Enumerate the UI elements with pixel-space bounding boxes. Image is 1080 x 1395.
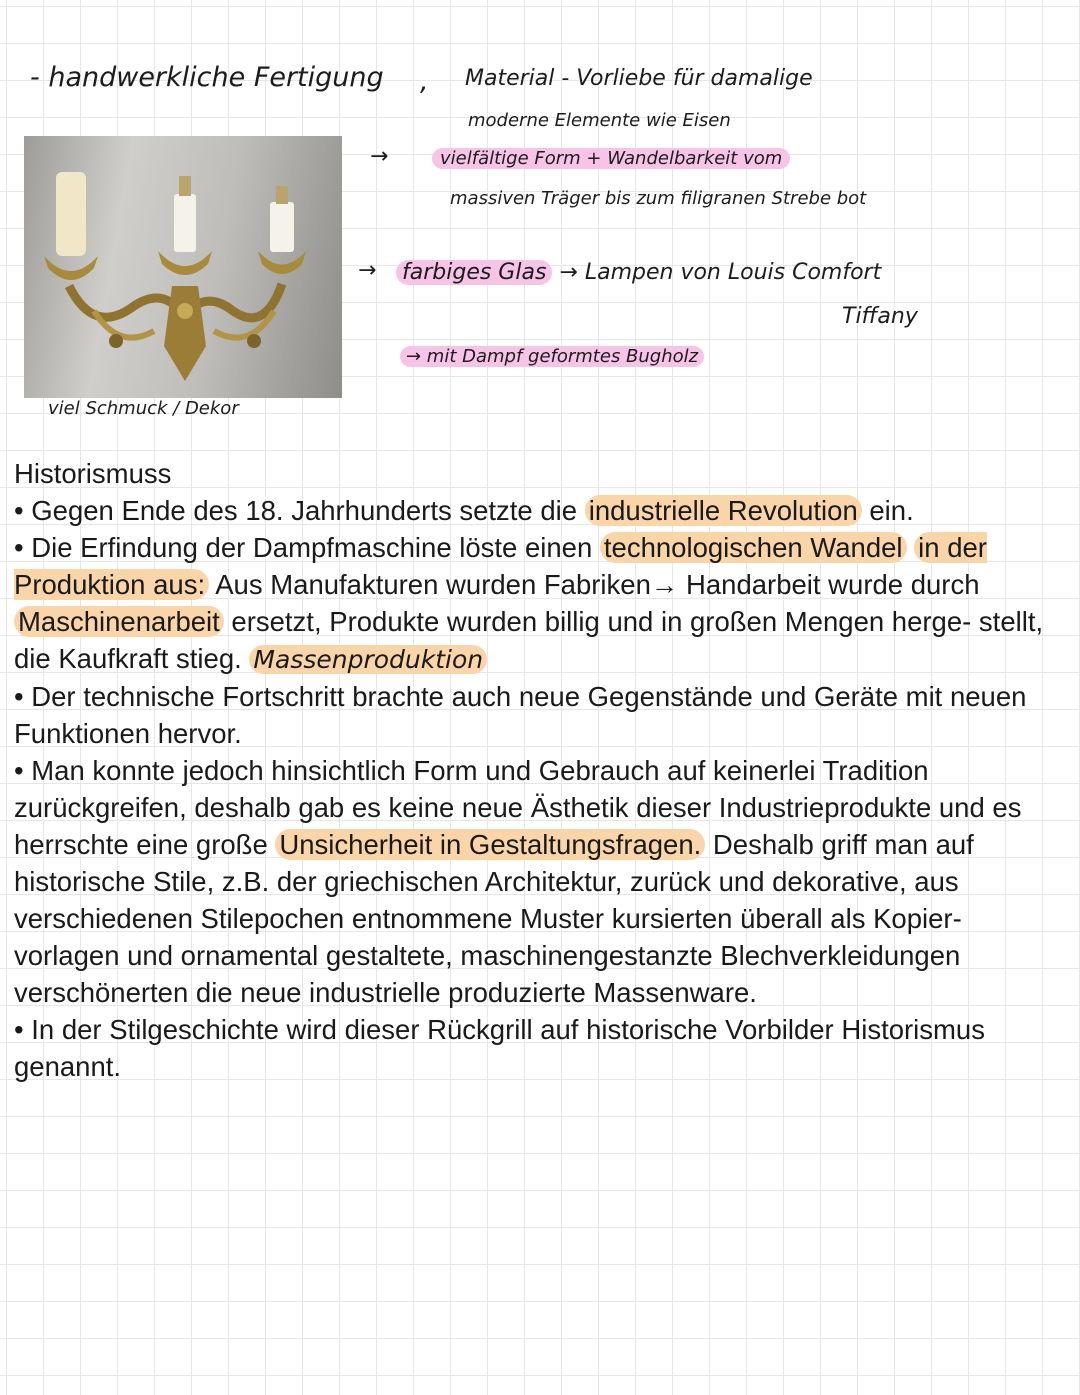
arrow-icon: →	[358, 258, 377, 283]
note-farbiges-glas-highlight: farbiges Glas	[396, 260, 552, 285]
paragraph-tradition	[14, 752, 1054, 1011]
highlight-massenproduktion: Massenproduktion	[249, 645, 487, 674]
arrow-icon: →	[370, 144, 389, 169]
note-vielfaeltige-form-highlight: vielfältige Form + Wandelbarkeit vom	[432, 148, 790, 169]
note-separator: ,	[420, 66, 429, 97]
highlight-technologischen-wandel: technologischen Wandel	[600, 532, 907, 563]
p2-pre: • Die Erfindung der Dampfmaschine löste einen	[14, 532, 600, 563]
p1-pre: • Gegen Ende des 18. Jahrhunderts setzte die	[14, 495, 585, 526]
note-massiven-traeger: massiven Träger bis zum filigranen Strebe bot	[450, 188, 867, 209]
highlight-in-der-produktion: in der Produktion aus:	[14, 532, 987, 600]
note-moderne-elemente: moderne Elemente wie Eisen	[468, 110, 731, 131]
note-tiffany: Tiffany	[842, 304, 918, 329]
section-heading: Historismuss	[14, 458, 172, 489]
note-material-vorliebe: Material - Vorliebe für damalige	[465, 66, 813, 91]
note-bugholz-highlight: → mit Dampf geformtes Bugholz	[400, 346, 704, 367]
p2-post: ersetzt, Produkte wurden billig und in großen Mengen herge- stellt, die Kaufkraft stieg.	[14, 606, 1044, 674]
p2-mid: Aus Manufakturen wurden Fabriken→ Handarbeit wurde durch	[209, 569, 980, 600]
note-lampen-tiffany: → Lampen von Louis Comfort	[559, 260, 882, 285]
highlight-maschinenarbeit: Maschinenarbeit	[14, 606, 224, 637]
paragraph-stilgeschichte: • In der Stilgeschichte wird dieser Rückgrill auf historische Vorbilder Historismus genannt.	[14, 1014, 985, 1082]
main-text	[14, 455, 1054, 1085]
note-bugholz	[400, 346, 704, 367]
paragraph-industrielle-revolution	[14, 492, 1054, 529]
paragraph-dampfmaschine	[14, 529, 1054, 678]
p4-post: Deshalb griff man auf historische Stile, z.B. der griechischen Architektur, zurück und dekorative, aus verschiedenen Stilepochen entnommene Muster kursierten überall als Kopier- vorlagen und ornamental gestaltete, maschinengestanzte Blechverkleidungen verschönerten die neue industrielle produzierte Massenware.	[14, 829, 974, 1008]
wall-sconce-illustration	[24, 136, 342, 398]
photo-caption: viel Schmuck / Dekor	[48, 398, 239, 419]
highlight-unsicherheit: Unsicherheit in Gestaltungsfragen.	[275, 829, 705, 860]
note-farbiges-glas	[396, 260, 881, 285]
wall-sconce-photo	[24, 136, 342, 398]
paragraph-technischer-fortschritt: • Der technische Fortschritt brachte auch neue Gegenstände und Geräte mit neuen Funktionen hervor.	[14, 681, 1027, 749]
p4-pre: • Man konnte jedoch hinsichtlich Form und Gebrauch auf keinerlei Tradition zurückgreifen, deshalb gab es keine neue Ästhetik dieser Industrieprodukte und es herrschte eine große	[14, 755, 1022, 860]
p1-post: ein.	[861, 495, 914, 526]
note-handwerkliche-fertigung: - handwerkliche Fertigung	[30, 62, 384, 93]
note-vielfaeltige-form	[432, 148, 790, 169]
highlight-industrielle-revolution: industrielle Revolution	[585, 495, 862, 526]
